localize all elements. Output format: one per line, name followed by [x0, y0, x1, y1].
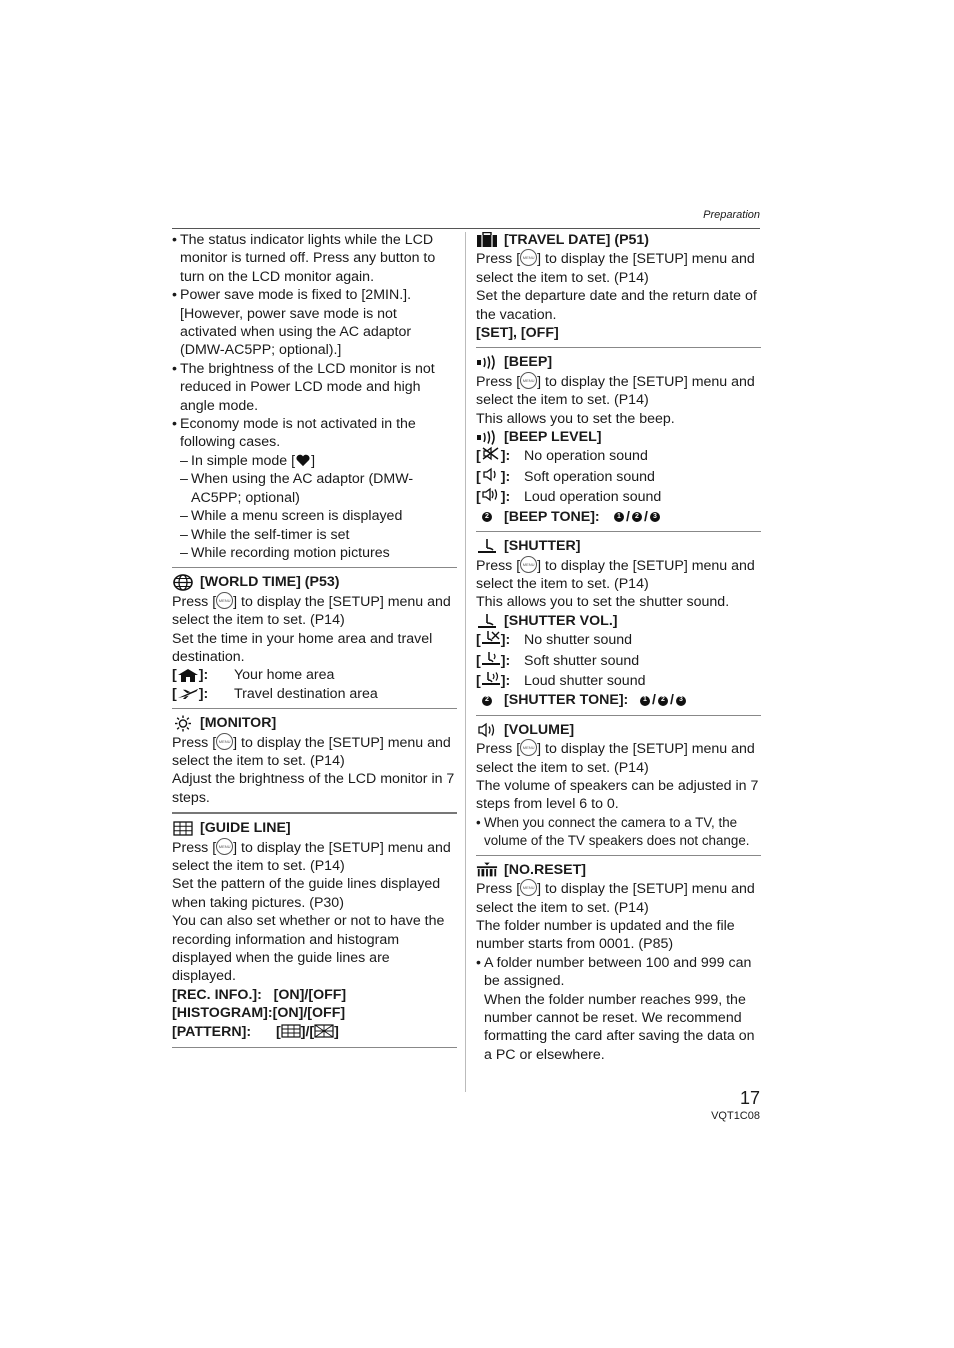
note-item: • Economy mode is not activated in the following cases.: [172, 415, 457, 452]
beep-tone-icon: 2: [476, 508, 498, 525]
volume-press: Press [ MENU ] to display the [SETUP] menu and select the item to set. (P14): [476, 741, 755, 776]
shutter-section: [476, 531, 761, 710]
travel-date-press: Press [ MENU ] to display the [SETUP] menu and select the item to set. (P14): [476, 251, 755, 286]
suitcase-icon: [476, 232, 498, 249]
beep-level-row: [ ]: Soft operation sound: [476, 467, 761, 487]
shutter-soft-icon: [481, 651, 501, 671]
no-reset-press: Press [ MENU ] to display the [SETUP] menu and select the item to set. (P14): [476, 881, 755, 916]
speaker-icon: [476, 354, 498, 371]
beep-section: [476, 347, 761, 526]
sun-icon: [172, 715, 194, 732]
volume-heading: [VOLUME]: [476, 721, 761, 739]
soft-sound-icon: [481, 467, 501, 487]
monitor-section: [172, 708, 457, 807]
monitor-press: Press [ MENU ] to display the [SETUP] menu and select the item to set. (P14): [172, 734, 451, 769]
case-item: – While the self-timer is set: [180, 526, 457, 544]
shutter-vol-row: [ ]: Soft shutter sound: [476, 651, 761, 671]
case-item: – When using the AC adaptor (DMW-AC5PP; optional): [180, 470, 457, 507]
menu-set-button-icon: MENU: [520, 879, 537, 896]
shutter-vol-row: [ ]: No shutter sound: [476, 630, 761, 650]
speaker-volume-icon: [476, 721, 498, 738]
guide-line-heading: [GUIDE LINE]: [172, 819, 457, 837]
no-reset-heading: [NO.RESET]: [476, 861, 761, 879]
volume-notes: [476, 814, 761, 850]
menu-set-button-icon: MENU: [520, 556, 537, 573]
shutter-mute-icon: [481, 630, 501, 650]
shutter-tone-row: 2 [SHUTTER TONE]: 1 / 2 / 3: [476, 691, 761, 709]
heart-icon: [295, 453, 311, 469]
loud-sound-icon: [481, 487, 501, 507]
airplane-icon: [177, 685, 199, 702]
world-time-press: Press [ MENU ] to display the [SETUP] menu and select the item to set. (P14): [172, 593, 451, 629]
pattern-option: [PATTERN]: [ ]/[ ]: [172, 1023, 339, 1040]
grid-icon: [172, 820, 194, 837]
destination-row: [ ]: Travel destination area: [172, 685, 378, 702]
shutter-desc: This allows you to set the shutter sound.: [476, 594, 730, 611]
world-time-heading: [WORLD TIME] (P53): [172, 573, 457, 591]
world-time-section: [172, 567, 457, 703]
right-column: [476, 231, 761, 1064]
travel-date-options: [SET], [OFF]: [476, 325, 559, 342]
column-divider: [465, 232, 466, 1092]
world-time-desc: Set the time in your home area and travel destination.: [172, 630, 433, 665]
home-icon: [177, 667, 199, 684]
no-reset-section: [476, 855, 761, 1064]
no-reset-desc: The folder number is updated and the file number starts from 0001. (P85): [476, 918, 735, 953]
mute-icon: [481, 446, 501, 466]
no-reset-notes: [476, 954, 761, 991]
shutter-press: Press [ MENU ] to display the [SETUP] menu and select the item to set. (P14): [476, 557, 755, 592]
monitor-heading: [MONITOR]: [172, 714, 457, 732]
note-item: • Power save mode is fixed to [2MIN.]. [However, power save mode is not activated when using the AC adaptor (DMW-AC5PP; optional).]: [172, 286, 457, 360]
page-number: 17: [739, 1088, 760, 1108]
rec-info-option: [REC. INFO.]: [ON]/[OFF]: [172, 986, 347, 1003]
shutter-icon: [476, 612, 498, 629]
shutter-loud-icon: [481, 671, 501, 691]
tone-options: 1 / 2 / 3: [640, 691, 686, 709]
header-rule: [172, 228, 760, 229]
menu-set-button-icon: MENU: [216, 733, 233, 750]
note-item: • The status indicator lights while the LCD monitor is turned off. Press any button to turn on the LCD monitor again.: [172, 231, 457, 286]
travel-date-heading: [TRAVEL DATE] (P51): [476, 231, 761, 249]
travel-date-desc: Set the departure date and the return date of the vacation.: [476, 288, 757, 323]
case-item: – In simple mode [ ]: [180, 452, 457, 470]
menu-set-button-icon: MENU: [216, 592, 233, 609]
case-item: – While a menu screen is displayed: [180, 507, 457, 525]
case-item: – While recording motion pictures: [180, 544, 457, 562]
folder-reset-icon: [476, 861, 498, 878]
note-item: • A folder number between 100 and 999 can be assigned.: [476, 954, 761, 991]
monitor-desc: Adjust the brightness of the LCD monitor in 7 steps.: [172, 771, 455, 806]
shutter-vol-heading: [SHUTTER VOL.]: [476, 612, 761, 630]
speaker-icon: [476, 429, 498, 446]
guide-line-press: Press [ MENU ] to display the [SETUP] menu and select the item to set. (P14): [172, 839, 451, 874]
menu-set-button-icon: MENU: [520, 739, 537, 756]
globe-icon: [172, 574, 194, 591]
no-reset-note-continued: When the folder number reaches 999, the number cannot be reset. We recommend formatting the card after saving the data on a PC or elsewhere.: [484, 991, 755, 1063]
diagonal-pattern-icon: [314, 1023, 334, 1041]
beep-desc: This allows you to set the beep.: [476, 410, 675, 427]
note-item: • The brightness of the LCD monitor is not reduced in Power LCD mode and high angle mode.: [172, 360, 457, 415]
travel-date-section: [476, 231, 761, 342]
shutter-tone-icon: 2: [476, 692, 498, 709]
page-section-label: Preparation: [703, 209, 760, 221]
notes-list: [172, 231, 457, 452]
grid-pattern-icon: [281, 1023, 301, 1041]
volume-section: [476, 715, 761, 850]
histogram-option: [HISTOGRAM]:[ON]/[OFF]: [172, 1005, 346, 1022]
left-column: [172, 231, 457, 1048]
volume-desc: The volume of speakers can be adjusted in 7 steps from level 6 to 0.: [476, 777, 759, 813]
beep-level-row: [ ]: Loud operation sound: [476, 487, 761, 507]
beep-level-heading: [BEEP LEVEL]: [476, 428, 761, 446]
shutter-vol-row: [ ]: Loud shutter sound: [476, 671, 761, 691]
document-code: VQT1C08: [711, 1110, 760, 1122]
guide-line-section: [172, 812, 457, 1048]
economy-cases-list: [172, 452, 457, 562]
menu-set-button-icon: MENU: [520, 372, 537, 389]
guide-line-desc2: You can also set whether or not to have the recording information and histogram displayed when the guide lines are displayed.: [172, 913, 445, 985]
note-item: • When you connect the camera to a TV, the volume of the TV speakers does not change.: [476, 814, 761, 850]
section-end-rule: [172, 1047, 457, 1048]
beep-heading: [BEEP]: [476, 353, 761, 371]
shutter-heading: [SHUTTER]: [476, 537, 761, 555]
shutter-icon: [476, 538, 498, 555]
beep-press: Press [ MENU ] to display the [SETUP] menu and select the item to set. (P14): [476, 373, 755, 409]
guide-line-desc1: Set the pattern of the guide lines displayed when taking pictures. (P30): [172, 876, 441, 911]
beep-tone-row: 2 [BEEP TONE]: 1 / 2 / 3: [476, 508, 761, 526]
beep-level-row: [ ]: No operation sound: [476, 446, 761, 466]
menu-set-button-icon: MENU: [520, 249, 537, 266]
home-row: [ ]: Your home area: [172, 667, 335, 684]
tone-options: 1 / 2 / 3: [614, 508, 660, 526]
menu-set-button-icon: MENU: [216, 838, 233, 855]
